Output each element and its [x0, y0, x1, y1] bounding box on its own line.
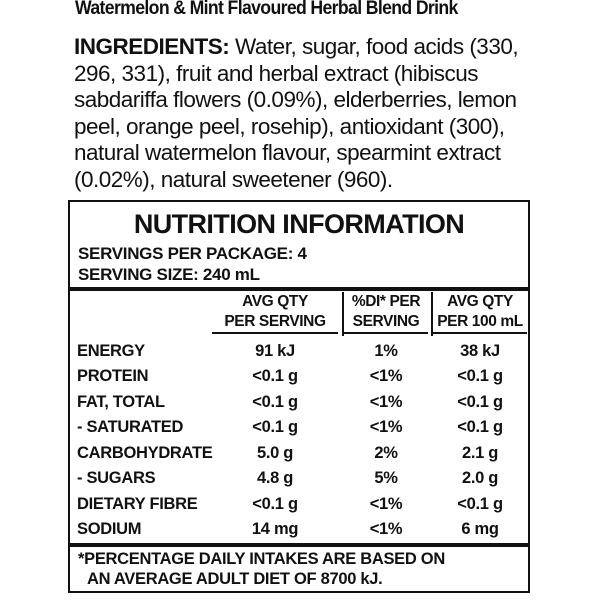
table-row — [70, 367, 528, 391]
column-header-di — [344, 292, 428, 336]
footnote-line: *PERCENTAGE DAILY INTAKES ARE BASED ON — [78, 550, 445, 568]
value-di: <1% — [369, 495, 403, 513]
value-di: 5% — [374, 469, 398, 487]
value-di: <1% — [369, 520, 403, 538]
footnote-line: AN AVERAGE ADULT DIET OF 8700 kJ. — [87, 570, 383, 588]
servings-per-package: SERVINGS PER PACKAGE: 4 — [78, 244, 307, 263]
table-row — [70, 393, 528, 417]
column-header-line: AVG QTY — [242, 293, 308, 310]
ingredients-label: INGREDIENTS: — [74, 34, 230, 59]
value-per-100: <0.1 g — [457, 495, 503, 513]
nutrition-panel — [68, 200, 530, 593]
footnote — [78, 549, 445, 589]
value-di: <1% — [369, 367, 403, 385]
value-per-serving: <0.1 g — [252, 418, 298, 436]
value-di: 1% — [374, 342, 398, 360]
serving-size: SERVING SIZE: 240 mL — [78, 265, 260, 284]
value-per-serving: 4.8 g — [256, 469, 294, 487]
column-header-line: %DI* PER — [351, 293, 421, 310]
value-per-100: <0.1 g — [457, 418, 503, 436]
value-per-serving: <0.1 g — [252, 393, 298, 411]
value-per-100: <0.1 g — [457, 393, 503, 411]
value-per-serving: 91 kJ — [255, 342, 295, 360]
value-di: 2% — [374, 444, 398, 462]
value-di: <1% — [369, 393, 403, 411]
value-per-100: 38 kJ — [460, 342, 500, 360]
value-per-100: <0.1 g — [457, 367, 503, 385]
nutrient-name: - SUGARS — [77, 469, 156, 487]
nutrient-name: SODIUM — [77, 520, 142, 538]
product-title: Watermelon & Mint Flavoured Herbal Blend Drink — [75, 0, 458, 19]
column-header-line: PER 100 mL — [433, 312, 527, 334]
table-row — [70, 495, 528, 519]
value-per-100: 6 mg — [461, 520, 499, 538]
divider-bottom — [70, 543, 528, 547]
value-per-serving: 5.0 g — [256, 444, 294, 462]
nutrition-heading: NUTRITION INFORMATION — [133, 209, 465, 239]
column-header-line: PER SERVING — [212, 312, 338, 334]
table-row — [70, 342, 528, 366]
table-row — [70, 444, 528, 468]
table-row — [70, 469, 528, 493]
column-header-line: SERVING — [344, 312, 428, 334]
column-header-per-100 — [433, 292, 527, 336]
nutrient-name: CARBOHYDRATE — [77, 444, 213, 462]
nutrient-name: DIETARY FIBRE — [77, 495, 198, 513]
value-di: <1% — [369, 418, 403, 436]
column-header-per-serving — [212, 292, 338, 336]
nutrient-name: - SATURATED — [77, 418, 184, 436]
divider-top — [70, 287, 528, 291]
value-per-serving: <0.1 g — [252, 495, 298, 513]
nutrient-name: ENERGY — [77, 342, 145, 360]
nutrient-name: FAT, TOTAL — [77, 393, 165, 411]
ingredients-paragraph — [74, 34, 544, 193]
value-per-100: 2.0 g — [461, 469, 499, 487]
nutrient-name: PROTEIN — [77, 367, 149, 385]
value-per-serving: <0.1 g — [252, 367, 298, 385]
table-row — [70, 418, 528, 442]
table-row — [70, 520, 528, 544]
value-per-serving: 14 mg — [251, 520, 299, 538]
ingredients-text: Water, sugar, food acids (330, 296, 331), fruit and herbal extract (hibiscus sabdariffa flowers (0.09%), elderberries, lemon peel, orange peel, rosehip), antioxidant (300), natural watermelon flavour, spearmint extract (0.02%), natural sweetener (960). — [74, 34, 519, 192]
column-header-line: AVG QTY — [447, 293, 513, 310]
value-per-100: 2.1 g — [461, 444, 499, 462]
